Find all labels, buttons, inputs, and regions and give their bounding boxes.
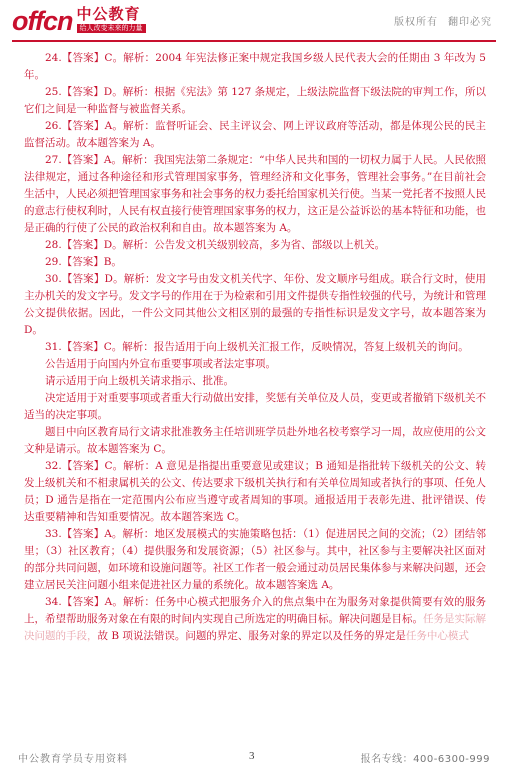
answer-24: 24.【答案】C。解析：2004 年宪法修正案中规定我国乡级人民代表大会的任期由 3 年改为 5 年。 (24, 52, 486, 81)
answer-26: 26.【答案】A。解析：监督听证会、民主评议会、网上评议政府等活动，都是体现公民的民主监督活动。故本题答案为 A。 (24, 120, 486, 149)
answer-27: 27.【答案】A。解析：我国宪法第二条规定：“中华人民共和国的一切权力属于人民。人民依照法律规定，通过各种途径和形式管理国家事务，管理经济和文化事务，管理社会事务。”在目前社会生活中，人民必须把管理国家事务和社会事务的权力委托给国家机关行使。当某一党托者不按照人民的意志行使权利时，人民有权直接行使管理国家事务的权力，这正是公益诉讼的基本特征和功能，也是正确的行使了公民的政治权利和自由。故本题答案为 A。 (24, 154, 486, 234)
logo-chinese-name: 中公教育 (76, 5, 141, 23)
answer-34-text: 34.【答案】A。解析：任务中心模式把服务介入的焦点集中在为服务对象提供简要有效的服务上，希望帮助服务对象在有限的时间内实现自己所选定的明确目标。解决问题是目标。 (24, 596, 486, 625)
answer-31: 31.【答案】C。解析：报告适用于向上级机关汇报工作，反映情况，答复上级机关的询问。 (45, 341, 469, 353)
footer-material-label: 中公教育学员专用资料 (18, 754, 128, 765)
logo-slogan: 给人改变未来的力量 (77, 24, 146, 33)
answer-34-text-2: 故 B 项说法错误。问题的界定、服务对象的界定以及任务的界定是 (97, 630, 406, 642)
answer-28: 28.【答案】D。解析：公告发文机关级别较高，多为省、部级以上机关。 (45, 239, 386, 251)
footer-hotline: 报名专线：400-6300-999 (360, 754, 490, 765)
page-number: 3 (249, 750, 255, 762)
answer-29: 29.【答案】B。 (45, 256, 122, 268)
page-header (0, 0, 508, 44)
answer-31-conclusion: 题目中向区教育局行文请求批准教务主任培训班学员赴外地名校考察学习一周，故应使用的公文文种是请示。故本题答案为 C。 (24, 426, 486, 455)
no-reprint-text: 翻印必究 (448, 17, 492, 28)
answer-32: 32.【答案】C。解析：A 意见是指提出重要意见或建议；B 通知是指批转下级机关的公文、转发上级机关和不相隶属机关的公文、传达要求下级机关执行和有关单位周知或者执行的事项、任免人员；D 通告是指在一定范围内公布应当遵守或者周知的事项。通报适用于表彰先进、批评错误、传达重要精神和告知重要情况。故本题答案选 C。 (24, 460, 486, 523)
answer-34-faded-1: 任务是实际解决问题的手段， (24, 613, 486, 642)
page-footer (0, 742, 508, 772)
answer-31-request: 请示适用于向上级机关请求指示、批准。 (45, 375, 234, 387)
answer-body (24, 50, 486, 645)
offcn-logo (12, 6, 146, 40)
answer-30: 30.【答案】D。解析：发文字号由发文机关代字、年份、发文顺序号组成。联合行文时，使用主办机关的发文字号。发文字号的作用在于为检索和引用文件提供专指性较强的代号，为统计和管理公文提供依据。因此，一件公文同其他公文相区别的最强的专指性标识是发文字号，故本题答案为 D。 (24, 273, 486, 336)
answer-31-announcement: 公告适用于向国内外宣布重要事项或者法定事项。 (45, 358, 276, 370)
answer-25: 25.【答案】D。解析：根据《宪法》第 127 条规定，上级法院监督下级法院的审判工作，所以它们之间是一种监督与被监督关系。 (24, 86, 486, 115)
answer-34-faded-2: 任务中心模式 (405, 630, 469, 642)
logo-wordmark: offcn (12, 6, 73, 36)
answer-34 (24, 594, 486, 645)
answer-31-decision: 决定适用于对重要事项或者重大行动做出安排，奖惩有关单位及人员，变更或者撤销下级机关不适当的决定事项。 (24, 392, 486, 421)
copyright-notice (394, 13, 492, 28)
copyright-text: 版权所有 (394, 17, 438, 28)
answer-33: 33.【答案】A。解析：地区发展模式的实施策略包括：（1）促进居民之间的交流；（2）团结邻里；（3）社区教育；（4）提供服务和发展资源；（5）社区参与。其中，社区参与主要解决社区面对的部分共同问题，如环境和设施问题等。社区工作者一般会通过动员居民集体参与来解决问题，还会建立居民关注问题小组来促进社区力量的系统化。故本题答案选 A。 (24, 528, 486, 591)
header-divider (12, 40, 496, 42)
